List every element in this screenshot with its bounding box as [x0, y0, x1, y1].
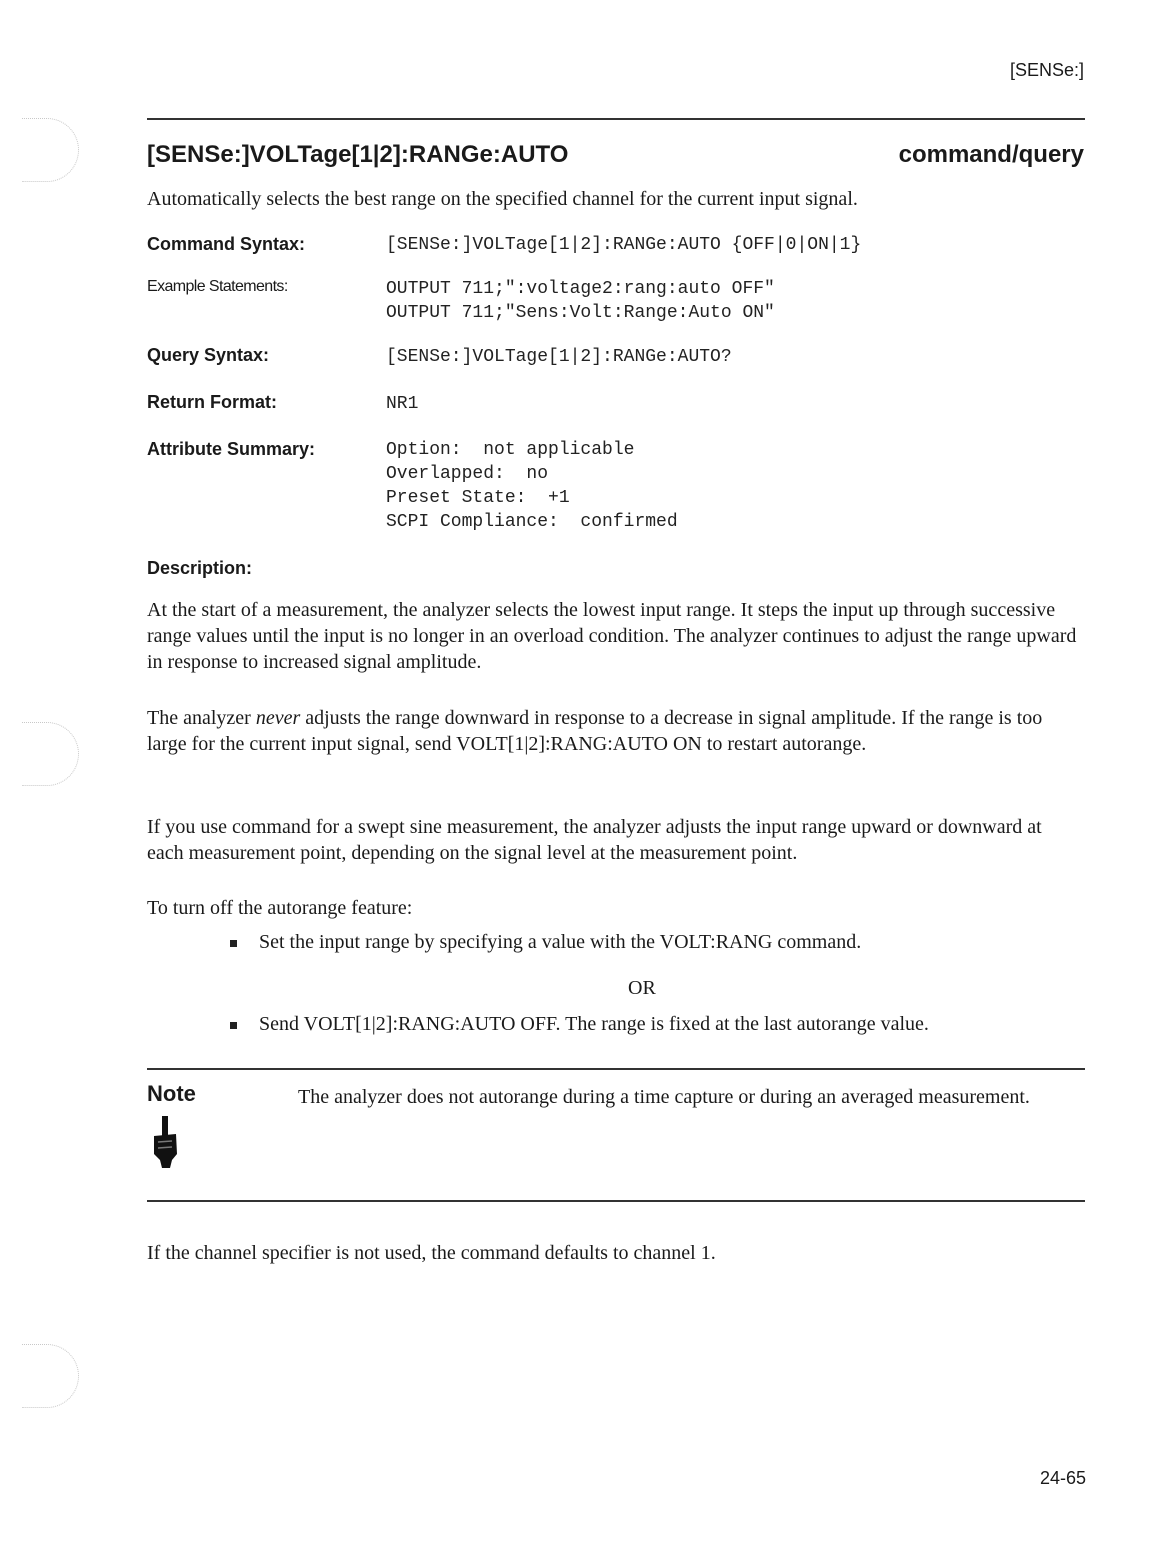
- example-statements-label: Example Statements:: [147, 278, 288, 295]
- paragraph-2-start: The analyzer: [147, 707, 256, 729]
- description-paragraph-4: To turn off the autorange feature:: [147, 897, 413, 919]
- emphasis-never: never: [255, 707, 301, 729]
- binder-hole-top: [22, 118, 79, 182]
- attribute-scpi-compliance: SCPI Compliance: confirmed: [386, 512, 678, 532]
- command-syntax-value: [SENSe:]VOLTage[1|2]:RANGe:AUTO {OFF|0|ON|1}: [386, 235, 862, 255]
- description-paragraph-2: [147, 705, 1077, 757]
- command-summary: Automatically selects the best range on the specified channel for the current input signal.: [147, 188, 858, 210]
- example-statement-1: OUTPUT 711;":voltage2:rang:auto OFF": [386, 279, 775, 299]
- page-number: 24-65: [1039, 1468, 1086, 1488]
- note-bottom-rule: [147, 1200, 1085, 1202]
- command-title: [SENSe:]VOLTage[1|2]:RANGe:AUTO: [147, 141, 569, 168]
- or-separator: OR: [628, 977, 656, 999]
- attribute-preset-state: Preset State: +1: [386, 488, 570, 508]
- command-type: command/query: [898, 141, 1084, 168]
- query-syntax-label: Query Syntax:: [147, 345, 270, 365]
- paragraph-2-end: adjusts the range downward in response to a decrease in signal amplitude. If the range is too large for the current input signal, send VOLT[1|2]:RANG:AUTO ON to restart autorange.: [147, 707, 1043, 755]
- bullet-marker-2: [230, 1022, 237, 1029]
- bullet-item-2: Send VOLT[1|2]:RANG:AUTO OFF. The range is fixed at the last autorange value.: [259, 1013, 929, 1035]
- note-label: Note: [147, 1081, 196, 1106]
- note-text: The analyzer does not autorange during a time capture or during an averaged measurement.: [298, 1086, 1030, 1108]
- query-syntax-value: [SENSe:]VOLTage[1|2]:RANGe:AUTO?: [386, 347, 732, 367]
- closing-sentence: If the channel specifier is not used, the command defaults to channel 1.: [147, 1242, 716, 1264]
- note-top-rule: [147, 1068, 1085, 1070]
- bullet-item-1: Set the input range by specifying a value with the VOLT:RANG command.: [259, 931, 862, 953]
- return-format-value: NR1: [386, 394, 419, 414]
- header-rule: [147, 118, 1085, 120]
- pointing-hand-icon: [150, 1114, 180, 1170]
- binder-hole-middle: [22, 722, 79, 786]
- description-label: Description:: [147, 558, 253, 578]
- attribute-summary-label: Attribute Summary:: [147, 439, 316, 459]
- return-format-label: Return Format:: [147, 392, 277, 412]
- bullet-marker-1: [230, 940, 237, 947]
- example-statement-2: OUTPUT 711;"Sens:Volt:Range:Auto ON": [386, 303, 775, 323]
- description-paragraph-3: If you use command for a swept sine measurement, the analyzer adjusts the input range upward or downward at each measurement point, depending on the signal level at the measurement point.: [147, 816, 1042, 864]
- description-paragraph-1: At the start of a measurement, the analyzer selects the lowest input range. It steps the input up through successive range values until the input is no longer in an overload condition. The analyzer continues to adjust the range upward in response to increased signal amplitude.: [147, 599, 1077, 673]
- command-syntax-label: Command Syntax:: [147, 234, 306, 254]
- running-head: [SENSe:]: [1009, 60, 1084, 80]
- attribute-overlapped: Overlapped: no: [386, 464, 549, 484]
- binder-hole-bottom: [22, 1344, 79, 1408]
- attribute-option: Option: not applicable: [386, 440, 635, 460]
